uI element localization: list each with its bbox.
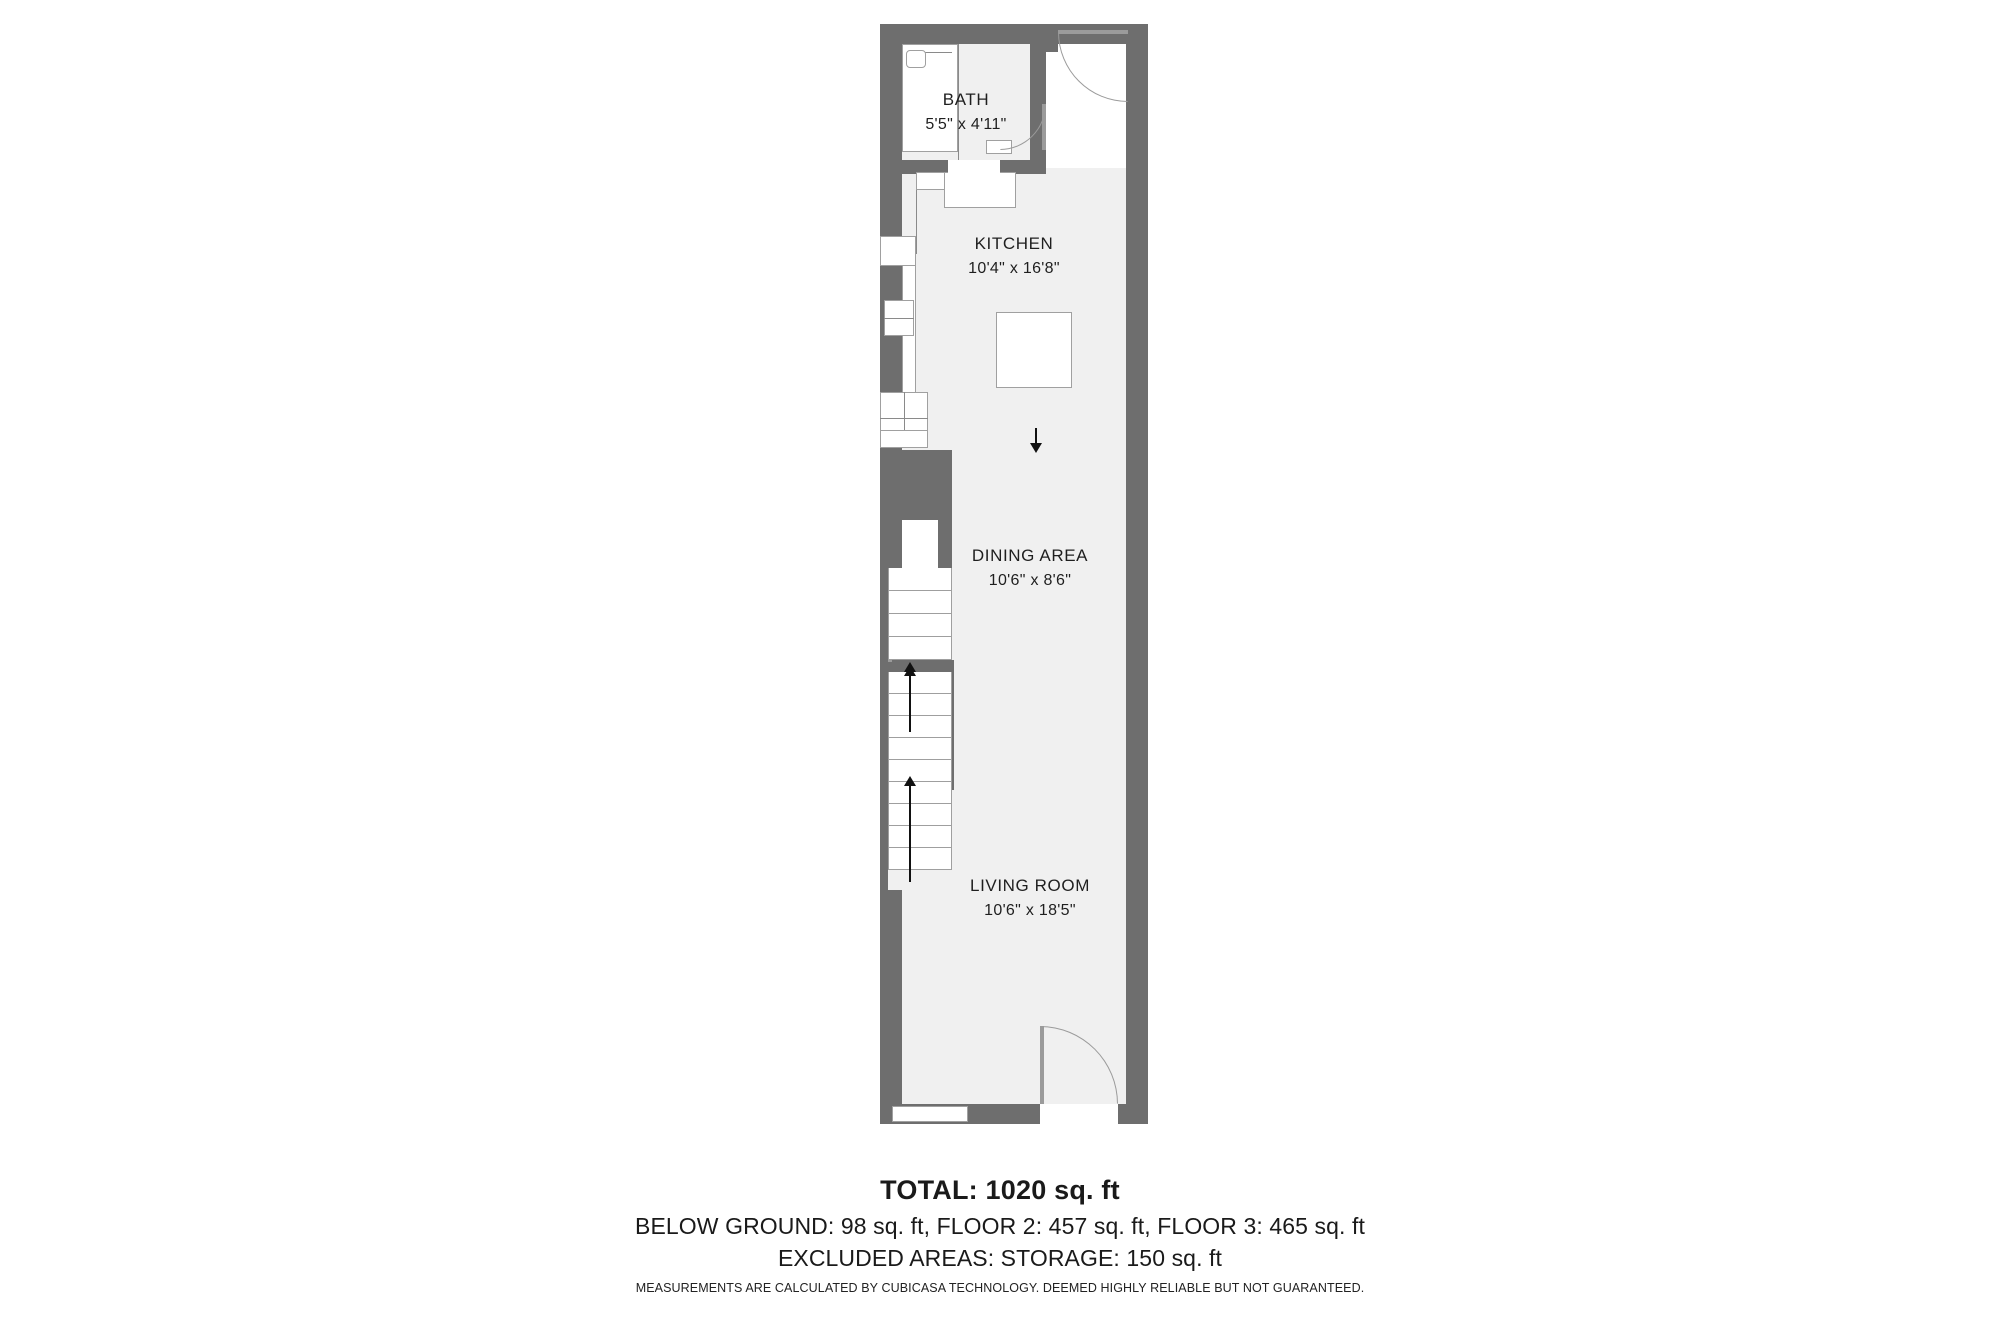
total-area-text: TOTAL: 1020 sq. ft <box>880 1175 1120 1205</box>
kitchen-island <box>996 312 1072 388</box>
stair-step <box>888 694 952 716</box>
room-name-dining: DINING AREA <box>971 546 1089 565</box>
excluded-areas-text: EXCLUDED AREAS: STORAGE: 150 sq. ft <box>777 1245 1223 1271</box>
room-name-kitchen: KITCHEN <box>974 234 1054 253</box>
bath-toilet <box>906 50 926 68</box>
passage-direction-shaft <box>1035 428 1037 444</box>
kitchen-range-burner-line-h <box>880 418 928 419</box>
kitchen-refrigerator <box>944 172 1016 208</box>
kitchen-doorway-opening <box>948 160 1000 174</box>
room-name-living: LIVING ROOM <box>970 876 1090 895</box>
stair-step <box>888 804 952 826</box>
room-label-bath <box>900 88 1032 136</box>
stair-direction-shaft-top <box>909 672 911 732</box>
stair-direction-arrow-top <box>904 662 916 672</box>
room-dimensions-kitchen: 10'4" x 16'8" <box>968 259 1060 277</box>
room-label-kitchen <box>904 232 1124 280</box>
stair-direction-arrow-lower <box>904 776 916 786</box>
living-entry-opening <box>1040 1104 1118 1124</box>
kitchen-sink-divider <box>884 318 914 319</box>
stair-step <box>888 637 952 660</box>
stair-step <box>888 848 952 870</box>
stair-step <box>888 782 952 804</box>
stair-step <box>888 614 952 637</box>
room-label-living <box>920 874 1140 922</box>
stair-step <box>888 716 952 738</box>
entry-recess-wall <box>1046 24 1058 52</box>
entry-door-arc <box>1058 32 1128 102</box>
passage-direction-arrow <box>1030 443 1042 453</box>
stair-step <box>888 672 952 694</box>
entry-door-leaf <box>1058 30 1128 34</box>
room-name-bath: BATH <box>942 90 990 109</box>
stair-step <box>888 760 952 782</box>
living-entry-door-leaf <box>1040 1026 1044 1104</box>
area-summary <box>0 1175 2000 1295</box>
kitchen-range-back <box>880 430 928 448</box>
room-dimensions-dining: 10'6" x 8'6" <box>988 571 1072 589</box>
staircase <box>888 672 952 890</box>
bath-door-leaf <box>1042 104 1046 150</box>
room-dimensions-bath: 5'5" x 4'11" <box>925 115 1007 133</box>
stair-step <box>888 738 952 760</box>
kitchen-floor <box>902 168 1126 450</box>
room-dimensions-living: 10'6" x 18'5" <box>984 901 1076 919</box>
stair-step <box>888 591 952 614</box>
room-label-dining <box>920 544 1140 592</box>
living-window <box>892 1106 968 1122</box>
stair-step <box>888 826 952 848</box>
stair-direction-shaft-lower <box>909 786 911 882</box>
floor-breakdown-text: BELOW GROUND: 98 sq. ft, FLOOR 2: 457 sq. ft, FLOOR 3: 465 sq. ft <box>635 1213 1365 1239</box>
measurement-disclaimer: MEASUREMENTS ARE CALCULATED BY CUBICASA TECHNOLOGY. DEEMED HIGHLY RELIABLE BUT NOT GUARANTEED. <box>635 1281 1365 1295</box>
